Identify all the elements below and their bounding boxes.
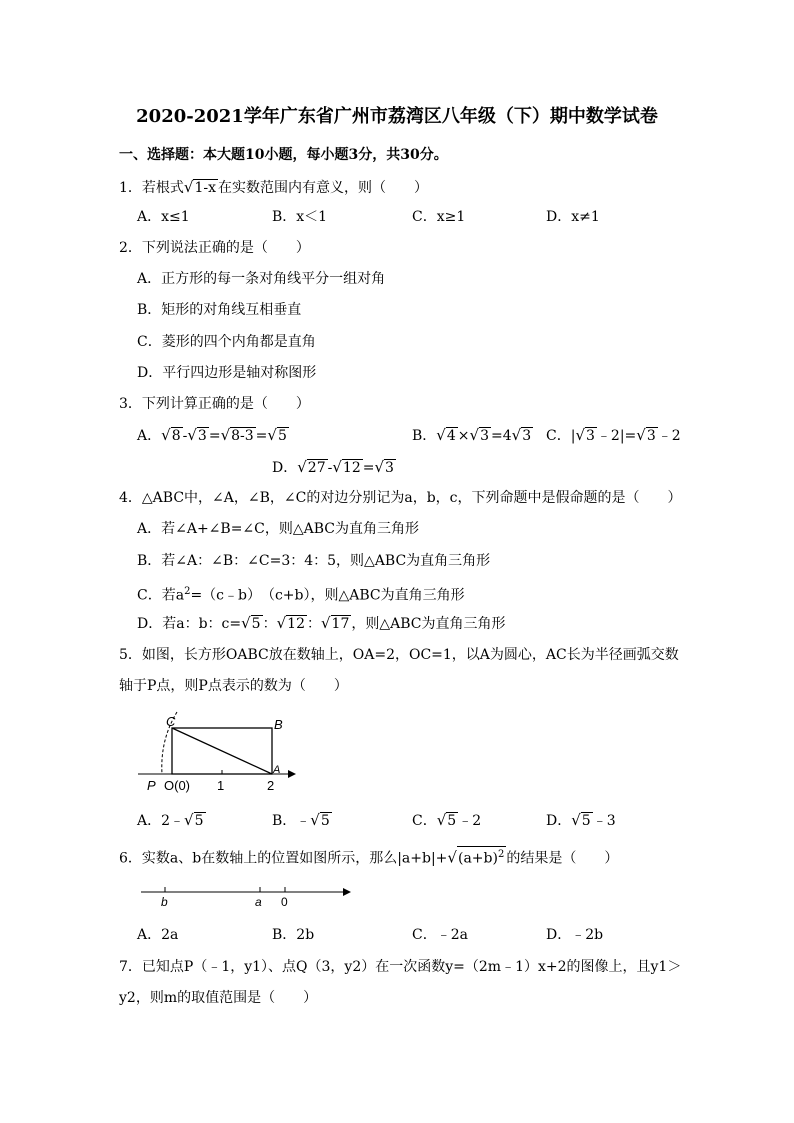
q5-option-b: B．﹣√5	[272, 811, 330, 829]
q2-option-d: D．平行四边形是轴对称图形	[137, 365, 317, 381]
q4-option-a: A．若∠A+∠B=∠C，则△ABC为直角三角形	[137, 521, 420, 537]
question-7-stem-line1: 7．已知点P（﹣1，y1）、点Q（3，y2）在一次函数y=（2m﹣1）x+2的图像上，且y1＞	[119, 959, 682, 975]
page-title: 2020-2021学年广东省广州市荔湾区八年级（下）期中数学试卷	[136, 106, 658, 127]
q1-radicand: 1-x	[194, 180, 217, 196]
q3-option-d: D．√27 -√12 =√3	[272, 458, 394, 476]
q4-option-d: D．若a：b：c=√5 ：√12 ：√17 ，则△ABC为直角三角形	[137, 614, 506, 632]
q3-option-a: A．√8 -√3 =√8-3 =√5	[137, 426, 287, 444]
label-c: C	[166, 714, 176, 729]
q1-option-b: B．x＜1	[272, 209, 328, 225]
question-4-stem: 4．△ABC中，∠A，∠B，∠C的对边分别记为a，b，c，下列命题中是假命题的是（ ）	[119, 490, 682, 506]
q5-figure-rectangle-on-number-line	[130, 710, 300, 796]
q4-option-b: B．若∠A：∠B：∠C=3：4：5，则△ABC为直角三角形	[137, 553, 491, 569]
label-b: b	[161, 895, 168, 909]
radical-sign: √	[183, 178, 194, 196]
question-1-stem	[119, 177, 428, 198]
question-5-stem-line2: 轴于P点，则P点表示的数为（ ）	[119, 678, 348, 694]
section-heading: 一、选择题：本大题10小题，每小题3分，共30分。	[119, 147, 448, 163]
q1-option-a: A．x≤1	[137, 209, 190, 225]
q1-option-c: C．x≥1	[412, 209, 466, 225]
q6-option-b: B．2b	[272, 927, 315, 943]
q6-number-line-figure	[135, 882, 355, 910]
q1-pre: 1．若根式	[119, 180, 184, 196]
arrow-head-icon	[288, 770, 296, 778]
question-5-stem-line1: 5．如图，长方形OABC放在数轴上，OA=2，OC=1，以A为圆心，AC长为半径画弧交数	[119, 647, 679, 663]
question-7-stem-line2: y2，则m的取值范围是（ ）	[119, 990, 318, 1006]
q5-option-a: A．2﹣√5	[137, 811, 204, 829]
q1-option-d: D．x≠1	[546, 209, 600, 225]
question-6-stem: 6．实数a、b在数轴上的位置如图所示，那么$|a+b|+√(a+b)^2$ 的结果是（ ）	[119, 846, 618, 869]
label-a: A	[273, 764, 281, 776]
q2-option-c: C．菱形的四个内角都是直角	[137, 334, 316, 350]
question-2-stem: 2．下列说法正确的是（ ）	[119, 240, 310, 256]
q1-post: 在实数范围内有意义，则（ ）	[218, 180, 429, 196]
label-zero: 0	[281, 895, 288, 909]
label-one: 1	[217, 778, 225, 793]
q6-option-c: C．﹣2a	[412, 927, 468, 943]
q2-option-b: B．矩形的对角线互相垂直	[137, 302, 302, 318]
label-p: P	[147, 778, 156, 793]
arrow-head-icon	[343, 888, 351, 896]
q3-option-c: C．|√3 ﹣2|=√3 ﹣2	[546, 426, 681, 444]
q5-option-c: C．√5 ﹣2	[412, 811, 482, 829]
diagonal-ac	[172, 728, 272, 774]
q5-option-d: D．√5 ﹣3	[546, 811, 616, 829]
question-3-stem: 3．下列计算正确的是（ ）	[119, 396, 310, 412]
label-b: B	[274, 717, 283, 732]
label-a: a	[255, 895, 262, 909]
q6-option-a: A．2a	[137, 927, 179, 943]
label-o: O(0)	[164, 778, 190, 793]
q3-option-b: B．√4 ×√3 =4√3	[412, 426, 532, 444]
label-two: 2	[267, 778, 275, 793]
q6-option-d: D．﹣2b	[546, 927, 604, 943]
q4-option-c: C．若$a^2=(c﹣b)$ （c+b），则△ABC为直角三角形	[137, 586, 465, 604]
q2-option-a: A．正方形的每一条对角线平分一组对角	[137, 271, 386, 287]
